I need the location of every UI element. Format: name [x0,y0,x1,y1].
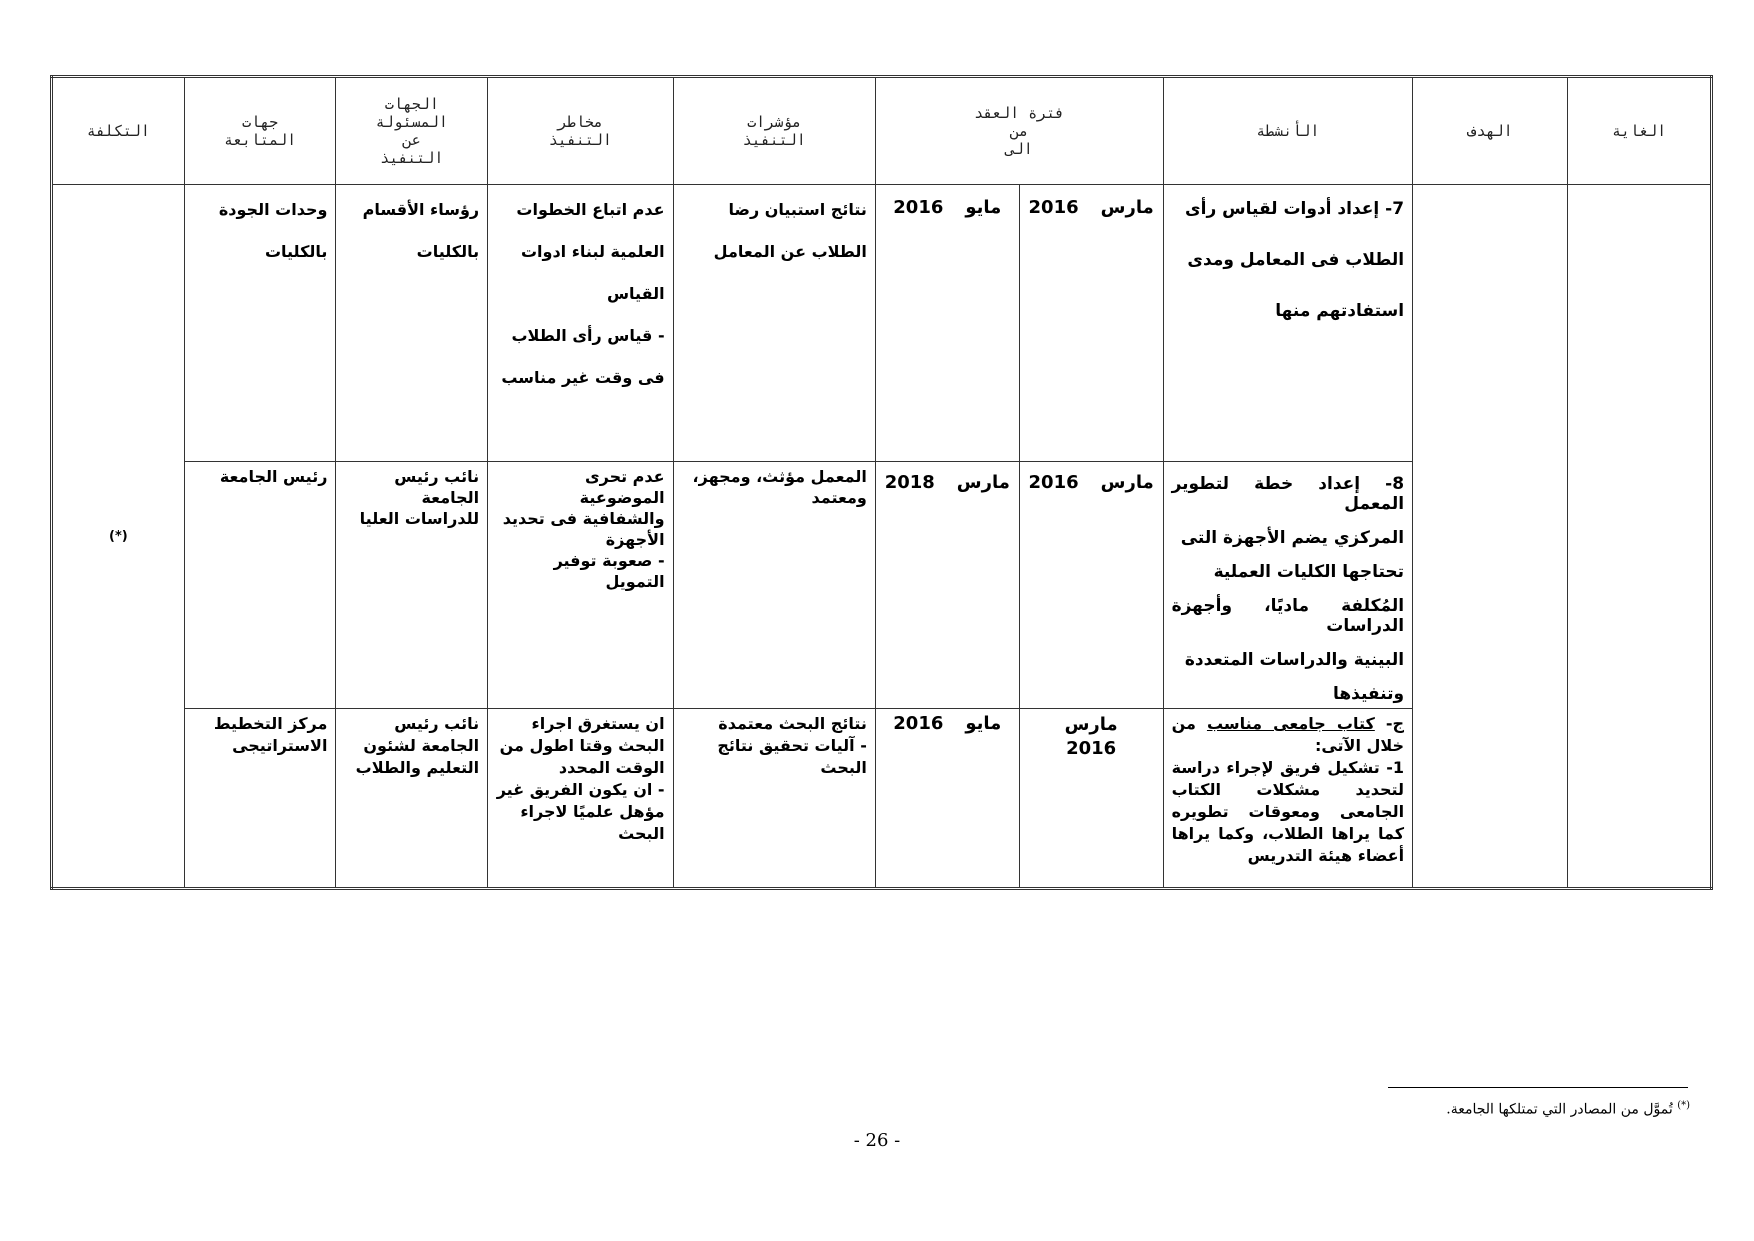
goal-cell [1568,185,1712,889]
responsible-cell: نائب رئيس الجامعة لشئون التعليم والطلاب [336,709,488,889]
risks-cell: عدم تحرى الموضوعية والشفافية فى تحديد الأجهزة - صعوبة توفير التمويل [488,462,673,709]
plan-table [50,75,1713,890]
from-date: مارس2016 [1019,185,1163,462]
follow-cell: مركز التخطيط الاستراتيجى [184,709,336,889]
cost-cell: (*) [52,185,185,889]
header-activities: الأنشطة [1163,77,1413,185]
follow-cell: وحدات الجودة بالكليات [184,185,336,462]
follow-cell: رئيس الجامعة [184,462,336,709]
to-date: مايو2016 [875,709,1019,889]
header-responsible: الجهات المسئولة عن التنفيذ [336,77,488,185]
header-indicators: مؤشرات التنفيذ [673,77,875,185]
footnote [1446,1100,1690,1118]
page-number: - 26 - [853,1130,901,1151]
activity-cell: 8- إعداد خطة لتطوير المعمل المركزي يضم الأجهزة التى تحتاجها الكليات العملية المُكلفة ماديًا، وأجهزة الدراسات البينية والدراسات المتعددة وتنفيذها [1163,462,1413,709]
responsible-cell: رؤساء الأقسام بالكليات [336,185,488,462]
header-objective: الهدف [1413,77,1568,185]
header-cost: التكلفة [52,77,185,185]
header-goal: الغاية [1568,77,1712,185]
indicators-cell: نتائج استبيان رضا الطلاب عن المعامل [673,185,875,462]
table-row [52,185,1712,462]
to-date: مارس2018 [875,462,1019,709]
footnote-marker: (*) [1677,1100,1690,1111]
activity-cell: ج- كتاب جامعى مناسب من خلال الآتى: 1- تشكيل فريق لإجراء دراسة لتحديد مشكلات الكتاب الجامعى ومعوقات تطويره كما يراها الطلاب، وكما يراها أعضاء هيئة التدريس [1163,709,1413,889]
from-date: مارس 2016 [1019,709,1163,889]
header-risks: مخاطر التنفيذ [488,77,673,185]
risks-cell: عدم اتباع الخطوات العلمية لبناء ادوات القياس - قياس رأى الطلاب فى وقت غير مناسب [488,185,673,462]
indicators-cell: المعمل مؤثث، ومجهز، ومعتمد [673,462,875,709]
activity-cell: 7- إعداد أدوات لقياس رأى الطلاب فى المعامل ومدى استفادتهم منها [1163,185,1413,462]
footnote-divider [1388,1087,1688,1088]
header-period: فترة العقد من الى [875,77,1163,185]
footnote-text: تُموَّل من المصادر التي تمتلكها الجامعة. [1446,1101,1673,1118]
to-date: مايو2016 [875,185,1019,462]
header-row [52,77,1712,185]
from-date: مارس2016 [1019,462,1163,709]
risks-cell: ان يستغرق اجراء البحث وقتا اطول من الوقت المحدد - ان يكون الفريق غير مؤهل علميًا لاجراء البحث [488,709,673,889]
objective-cell [1413,185,1568,889]
header-follow: جهات المتابعة [184,77,336,185]
responsible-cell: نائب رئيس الجامعة للدراسات العليا [336,462,488,709]
indicators-cell: نتائج البحث معتمدة - آليات تحقيق نتائج البحث [673,709,875,889]
